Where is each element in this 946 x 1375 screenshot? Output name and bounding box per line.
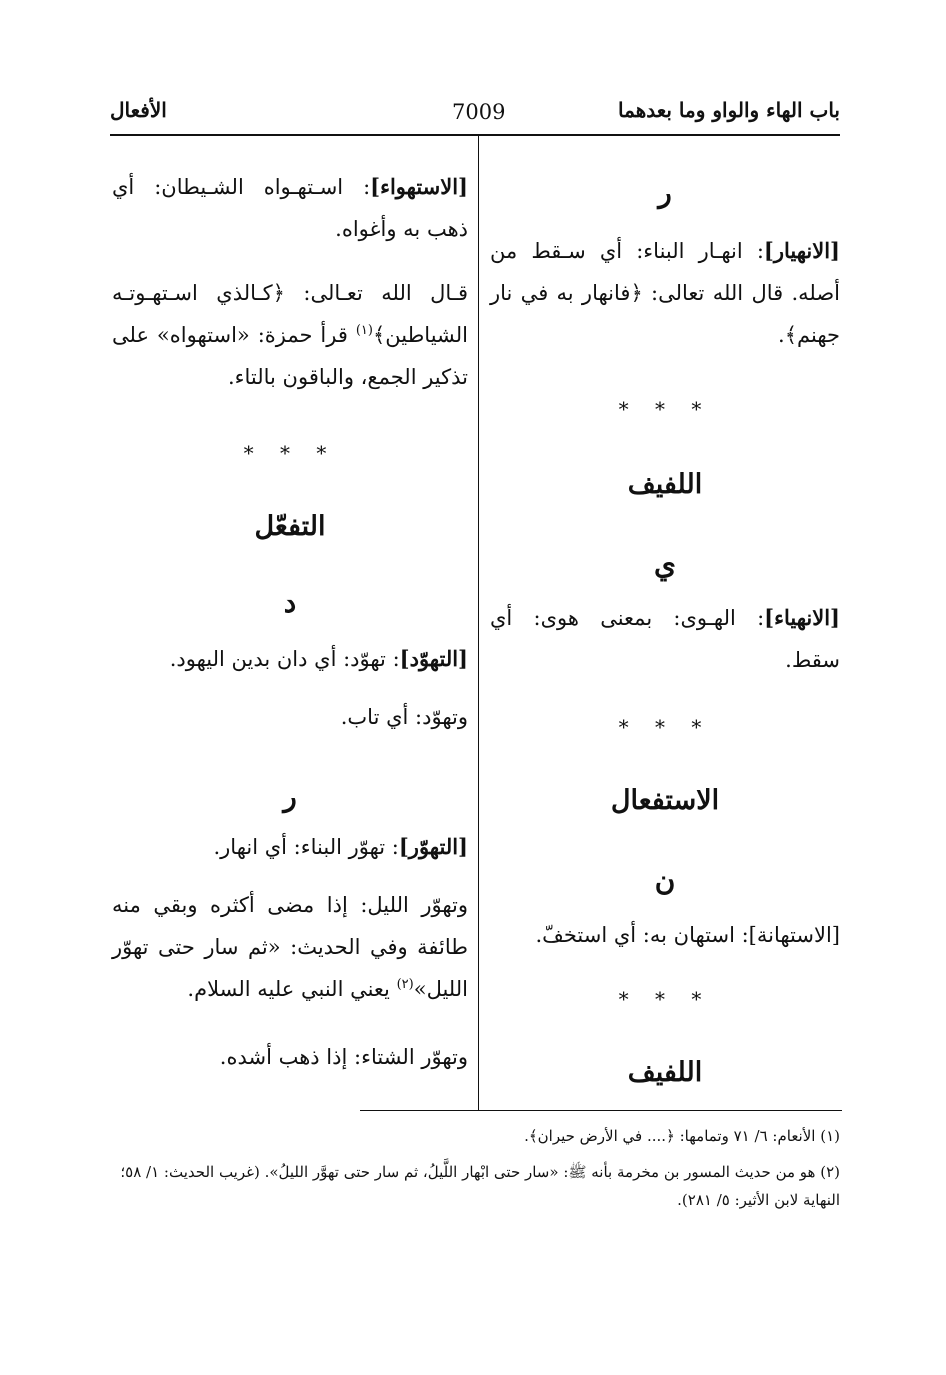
letter-heading-r: ر	[283, 780, 297, 813]
section-heading-lafif: اللفيف	[627, 1057, 703, 1088]
column-divider	[478, 136, 479, 1110]
entry-inhiya	[490, 597, 840, 681]
section-separator: * * *	[243, 441, 337, 465]
footnote-rule	[360, 1110, 842, 1111]
entry-term: [الانهياء]	[764, 605, 840, 630]
header-rule	[110, 134, 840, 136]
entry-text: يعني النبي عليه السلام.	[187, 977, 397, 1001]
entry-istihwa	[112, 166, 468, 250]
letter-heading-r: ر	[658, 176, 672, 209]
entry-tahawwur-3: وتهوّر الشتاء: إذا ذهب أشده.	[219, 1045, 468, 1069]
running-head-chapter: باب الهاء والواو وما بعدهما	[618, 98, 840, 122]
footnote-ref-2: (٢)	[396, 977, 414, 992]
entry-text: : تهوّر البناء: أي انهار.	[213, 835, 399, 859]
entry-tahawwud	[112, 638, 468, 680]
section-heading-istifal: الاستفعال	[610, 785, 720, 816]
letter-heading-y: ي	[654, 548, 676, 581]
footnote-2: (٢) هو من حديث المسور بن مخرمة بأنه ﷺ: «سار حتى ابْهار اللَّيلُ، ثم سار حتى تهوَّر الليلُ». (غريب الحديث: ١/ ٥٨؛ النهاية لابن الأثير: ٥/ ٢٨١).	[120, 1163, 840, 1209]
entry-istihana: [الاستهانة]: استهان به: أي استخفّ.	[535, 923, 840, 947]
running-head-section: الأفعال	[110, 98, 167, 122]
reading-note: قرأ حمزة: «استهواه» على تذكير الجمع، والباقون بالتاء.	[112, 323, 468, 389]
letter-heading-n: ن	[654, 864, 676, 897]
footnote-1: (١) الأنعام: ٦/ ٧١ وتمامها: ﴿.... في الأرض حيران﴾.	[524, 1127, 840, 1145]
section-separator: * * *	[618, 397, 712, 421]
section-heading-tafaul: التفعّل	[254, 511, 326, 542]
section-heading-lafif: اللفيف	[627, 469, 703, 500]
entry-text: وتهوّر الليل: إذا مضى أكثره وبقي منه طائفة وفي الحديث: «ثم سار حتى تهوّر الليل»	[112, 893, 468, 1001]
entry-text: : الهـوى: بمعنى هوى: أي سقط.	[490, 606, 840, 672]
section-separator: * * *	[618, 987, 712, 1011]
entry-text: : تهوّد: أي دان بدين اليهود.	[169, 647, 400, 671]
entry-inhiyar	[490, 230, 840, 356]
page-number: 7009	[452, 100, 506, 124]
letter-heading-d: د	[283, 586, 297, 619]
entry-istihwa-quran	[112, 272, 468, 398]
section-separator: * * *	[618, 715, 712, 739]
entry-tahawwur	[112, 826, 468, 868]
entry-tahawwud-2: وتهوّد: أي تاب.	[340, 705, 468, 729]
entry-term: [التهوّر]	[398, 834, 468, 859]
entry-tahawwur-2	[112, 884, 468, 1010]
entry-text: : اسـتهـواه الشـيطان: أي ذهب به وأغواه.	[112, 175, 468, 241]
entry-term: [التهوّد]	[399, 646, 468, 671]
entry-term: [الانهيار]	[763, 238, 840, 263]
quran-quote: قـال الله تعـالى: ﴿كـالذي اسـتهـوتـه الشياطين﴾	[112, 281, 468, 347]
entry-term: [الاستهواء]	[370, 174, 468, 199]
footnote-ref-1: (١)	[355, 323, 373, 338]
entry-text: : انهـار البناء: أي سـقط من أصله. قال الله تعالى: ﴿فانهار به في نار جهنم﴾.	[490, 239, 840, 347]
